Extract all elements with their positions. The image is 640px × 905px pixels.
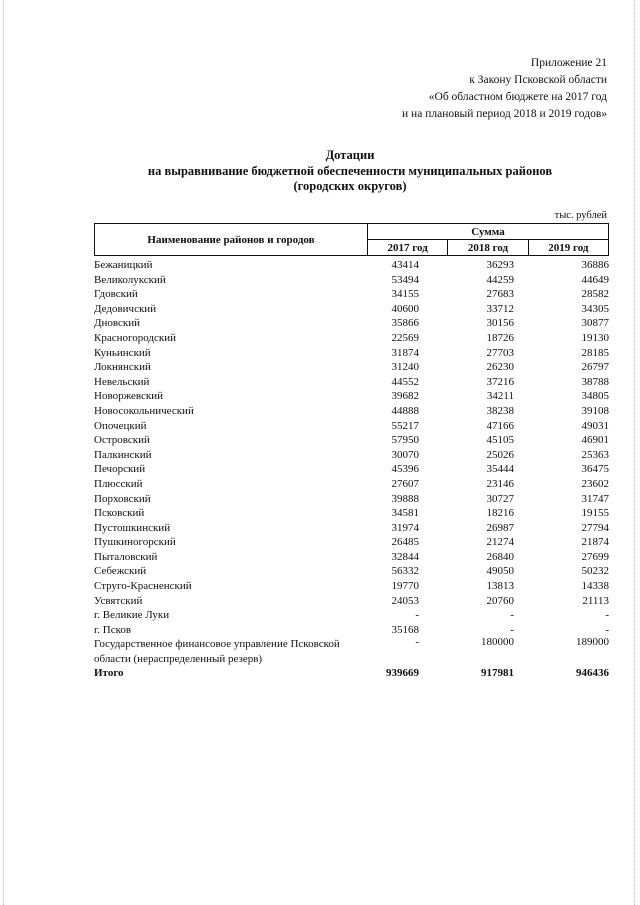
table-row [94, 331, 614, 346]
table-row [94, 623, 614, 638]
value-2017: 53494 [391, 273, 419, 286]
table-row [94, 375, 614, 390]
table-row [94, 594, 614, 609]
value-2018: 180000 [481, 636, 514, 649]
title-line-2: на выравнивание бюджетной обеспеченности муниципальных районов [147, 163, 553, 178]
header-year-2018: 2018 год [448, 240, 528, 256]
value-2018: 37216 [486, 375, 514, 388]
appendix-line-2: к Закону Псковской области [469, 74, 607, 86]
table-row [94, 287, 614, 302]
row-name: Государственное финансовое управление Псковской области (нераспределенный резерв) [94, 638, 340, 665]
value-2018: 26987 [486, 521, 514, 534]
value-2018: 25026 [486, 448, 514, 461]
value-2019: 31747 [581, 492, 609, 505]
value-2019: 21113 [582, 594, 609, 607]
value-2017: 34581 [391, 507, 419, 520]
row-name: Красногородский [94, 331, 177, 344]
value-2018: 38238 [486, 404, 514, 417]
value-2019: 34805 [581, 390, 609, 403]
value-2017: 19770 [391, 580, 419, 593]
value-2017: 39888 [391, 492, 419, 505]
value-2017: 35168 [391, 623, 419, 636]
value-2017: 939669 [386, 667, 419, 680]
value-2017: 26485 [391, 536, 419, 549]
row-name: Невельский [94, 375, 150, 388]
value-2017: - [415, 609, 419, 622]
value-2018: 26840 [486, 550, 514, 563]
value-2019: - [605, 609, 609, 622]
value-2017: 31974 [391, 521, 419, 534]
row-name: Палкинский [94, 448, 152, 461]
value-2019: 21874 [581, 536, 609, 549]
table-row [94, 608, 614, 623]
value-2018: 917981 [481, 667, 514, 680]
row-name: Куньинский [94, 346, 151, 359]
value-2018: 26230 [486, 361, 514, 374]
value-2019: 25363 [581, 448, 609, 461]
row-name: Усвятский [94, 594, 143, 607]
value-2018: 44259 [486, 273, 514, 286]
row-name: Дедовичский [94, 302, 157, 315]
value-2017: 44552 [391, 375, 419, 388]
value-2017: 45396 [391, 463, 419, 476]
value-2017: 31874 [391, 346, 419, 359]
row-name: Псковский [94, 507, 145, 520]
value-2019: 14338 [581, 580, 609, 593]
row-name: Дновский [94, 317, 141, 330]
value-2019: 36886 [581, 259, 609, 271]
value-2018: 23146 [486, 477, 514, 490]
appendix-line-4: и на плановый период 2018 и 2019 годов» [402, 108, 607, 120]
value-2017: 43414 [391, 259, 419, 271]
document-title [60, 148, 640, 195]
row-name: Пустошкинский [94, 521, 171, 534]
value-2017: 31240 [391, 361, 419, 374]
table-row [94, 462, 614, 477]
value-2017: - [415, 636, 419, 649]
row-name: Струго-Красненский [94, 580, 192, 593]
value-2019: 26797 [581, 361, 609, 374]
table-row [94, 477, 614, 492]
value-2019: 19155 [581, 507, 609, 520]
scan-edge-left [3, 0, 5, 905]
value-2017: 56332 [391, 565, 419, 578]
row-name: Плюсский [94, 477, 143, 490]
row-name: Локнянский [94, 361, 151, 374]
value-2019: 27699 [581, 550, 609, 563]
value-2019: 50232 [581, 565, 609, 578]
row-name: Себежский [94, 565, 147, 578]
table-row [94, 506, 614, 521]
header-year-2019: 2019 год [528, 240, 608, 256]
value-2019: 36475 [581, 463, 609, 476]
value-2018: 20760 [486, 594, 514, 607]
row-name: Пыталовский [94, 550, 158, 563]
row-name: Опочецкий [94, 419, 147, 432]
table-row [94, 316, 614, 331]
table-row [94, 535, 614, 550]
value-2017: 40600 [391, 302, 419, 315]
reserve-row [94, 637, 614, 666]
value-2017: 32844 [391, 550, 419, 563]
value-2019: 44649 [581, 273, 609, 286]
value-2017: 55217 [391, 419, 419, 432]
value-2019: 38788 [581, 375, 609, 388]
table-row [94, 419, 614, 434]
value-2019: 46901 [581, 434, 609, 447]
value-2019: 19130 [581, 331, 609, 344]
table-row [94, 550, 614, 565]
header-sum: Сумма [368, 224, 609, 240]
title-line-1: Дотации [325, 148, 375, 162]
value-2019: 189000 [576, 636, 609, 649]
value-2017: 35866 [391, 317, 419, 330]
value-2017: 22569 [391, 331, 419, 344]
header-year-2017: 2017 год [368, 240, 448, 256]
table-row [94, 433, 614, 448]
value-2018: 47166 [486, 419, 514, 432]
value-2017: 24053 [391, 594, 419, 607]
row-name: г. Псков [94, 623, 132, 636]
value-2018: 49050 [486, 565, 514, 578]
row-name: Новоржевский [94, 390, 164, 403]
appendix-line-3: «Об областном бюджете на 2017 год [428, 91, 607, 103]
table-row [94, 360, 614, 375]
row-name: Бежаницкий [94, 259, 153, 271]
value-2017: 57950 [391, 434, 419, 447]
value-2018: - [510, 609, 514, 622]
row-name: г. Великие Луки [94, 609, 170, 622]
value-2018: 33712 [486, 302, 514, 315]
table-row [94, 448, 614, 463]
row-name: Порховский [94, 492, 151, 505]
value-2018: 34211 [486, 390, 514, 403]
value-2018: 18726 [486, 331, 514, 344]
unit-label: тыс. рублей [554, 210, 607, 221]
table-row [94, 579, 614, 594]
table-row [94, 302, 614, 317]
table-row [94, 258, 614, 273]
value-2019: 39108 [581, 404, 609, 417]
table-row [94, 564, 614, 579]
table-row [94, 404, 614, 419]
value-2019: 49031 [581, 419, 609, 432]
header-name-column: Наименование районов и городов [95, 224, 368, 256]
table-row [94, 389, 614, 404]
table-row [94, 273, 614, 288]
row-name: Итого [94, 667, 124, 680]
value-2018: 27703 [486, 346, 514, 359]
value-2019: - [605, 623, 609, 636]
value-2017: 44888 [391, 404, 419, 417]
appendix-line-1: Приложение 21 [530, 57, 607, 69]
value-2019: 30877 [581, 317, 609, 330]
appendix-note [402, 55, 607, 123]
table-header [94, 223, 609, 256]
value-2017: 30070 [391, 448, 419, 461]
value-2018: 13813 [486, 580, 514, 593]
value-2018: 30156 [486, 317, 514, 330]
value-2019: 28582 [581, 288, 609, 301]
row-name: Великолукский [94, 273, 166, 286]
value-2019: 28185 [581, 346, 609, 359]
value-2018: 45105 [486, 434, 514, 447]
value-2017: 27607 [391, 477, 419, 490]
value-2018: 21274 [486, 536, 514, 549]
value-2018: 27683 [486, 288, 514, 301]
total-row [94, 666, 614, 681]
value-2018: 36293 [486, 259, 514, 271]
table-body [94, 258, 614, 681]
row-name: Гдовский [94, 288, 138, 301]
value-2017: 34155 [391, 288, 419, 301]
scan-edge-right [634, 0, 636, 905]
value-2018: 18216 [486, 507, 514, 520]
table-row [94, 492, 614, 507]
row-name: Печорский [94, 463, 146, 476]
value-2018: 35444 [486, 463, 514, 476]
row-name: Островский [94, 434, 150, 447]
title-line-3: (городских округов) [293, 179, 407, 193]
value-2019: 946436 [576, 667, 609, 680]
table-row [94, 521, 614, 536]
value-2017: 39682 [391, 390, 419, 403]
row-name: Новосокольнический [94, 404, 194, 417]
row-name: Пушкиногорский [94, 536, 176, 549]
value-2019: 23602 [581, 477, 609, 490]
table-row [94, 346, 614, 361]
value-2019: 27794 [581, 521, 609, 534]
value-2018: 30727 [486, 492, 514, 505]
value-2019: 34305 [581, 302, 609, 315]
value-2018: - [510, 623, 514, 636]
